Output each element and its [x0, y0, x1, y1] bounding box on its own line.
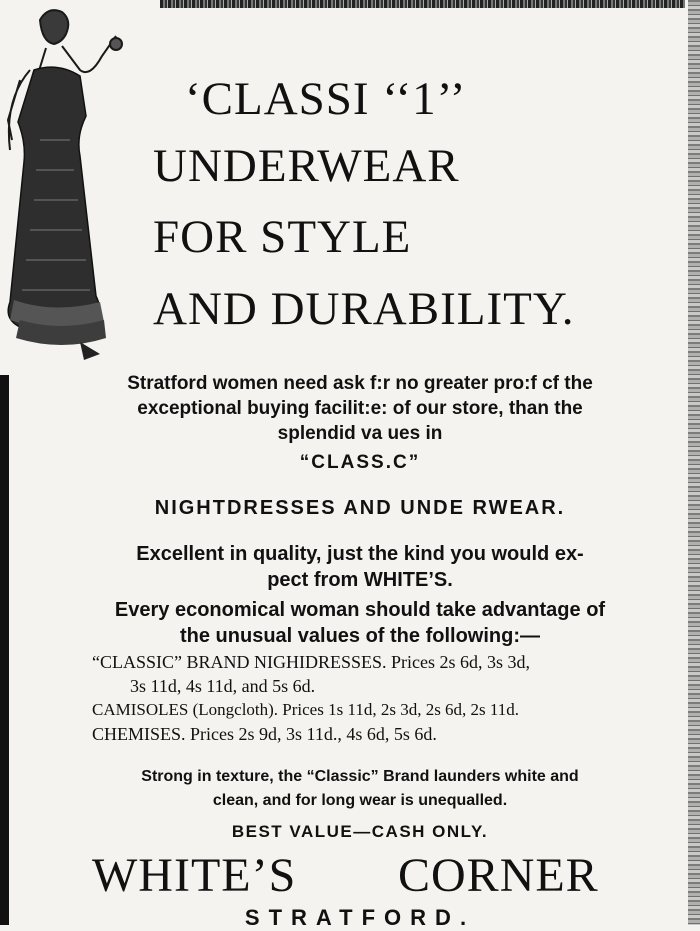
quality-line-1: Excellent in quality, just the kind you would ex- [136, 543, 584, 565]
top-border-rule [160, 0, 685, 8]
texture-line-1: Strong in texture, the “Classic” Brand launders white and [141, 768, 579, 785]
texture-line-2: clean, and for long wear is unequalled. [212, 792, 508, 809]
economy-line-2: the unusual values of the following:— [179, 625, 540, 647]
store-name-corner: CORNER [398, 849, 599, 902]
subheading: NIGHTDRESSES AND UNDE RWEAR. [154, 497, 566, 519]
economy-line-1: Every economical woman should take advantage of [114, 599, 606, 621]
headline-durability: AND DURABILITY. [153, 283, 575, 335]
left-column-bar [0, 375, 9, 925]
intro-line-3: splendid va ues in [277, 423, 443, 444]
price-line-camisoles: CAMISOLES (Longcloth). Prices 1s 11d, 2s 3d, 2s 6d, 2s 11d. [92, 700, 520, 719]
headline-classic: ‘CLASSI ‘‘1’’ [185, 73, 467, 125]
price-line-nightdresses: “CLASSIC” BRAND NIGHIDRESSES. Prices 2s 6d, 3s 3d, [92, 652, 531, 672]
intro-line-2: exceptional buying facilit:e: of our store, than the [137, 398, 583, 419]
headline-for-style: FOR STYLE [153, 211, 412, 263]
intro-line-1: Stratford women need ask f:r no greater pro:f cf the [127, 373, 593, 394]
store-town: STRATFORD. [244, 905, 476, 930]
price-line-nightdresses-2: 3s 11d, 4s 11d, and 5s 6d. [130, 676, 316, 696]
quality-line-2: pect from WHITE’S. [267, 569, 453, 591]
headline-underwear: UNDERWEAR [153, 140, 460, 192]
best-value: BEST VALUE—CASH ONLY. [231, 822, 489, 841]
price-line-chemises: CHEMISES. Prices 2s 9d, 3s 11d., 4s 6d, 5s 6d. [92, 724, 437, 744]
right-column-edge [688, 0, 700, 925]
store-name-whites: WHITE’S [92, 849, 297, 902]
woman-illustration [0, 0, 140, 370]
intro-brand: “CLASS.C” [299, 452, 421, 473]
